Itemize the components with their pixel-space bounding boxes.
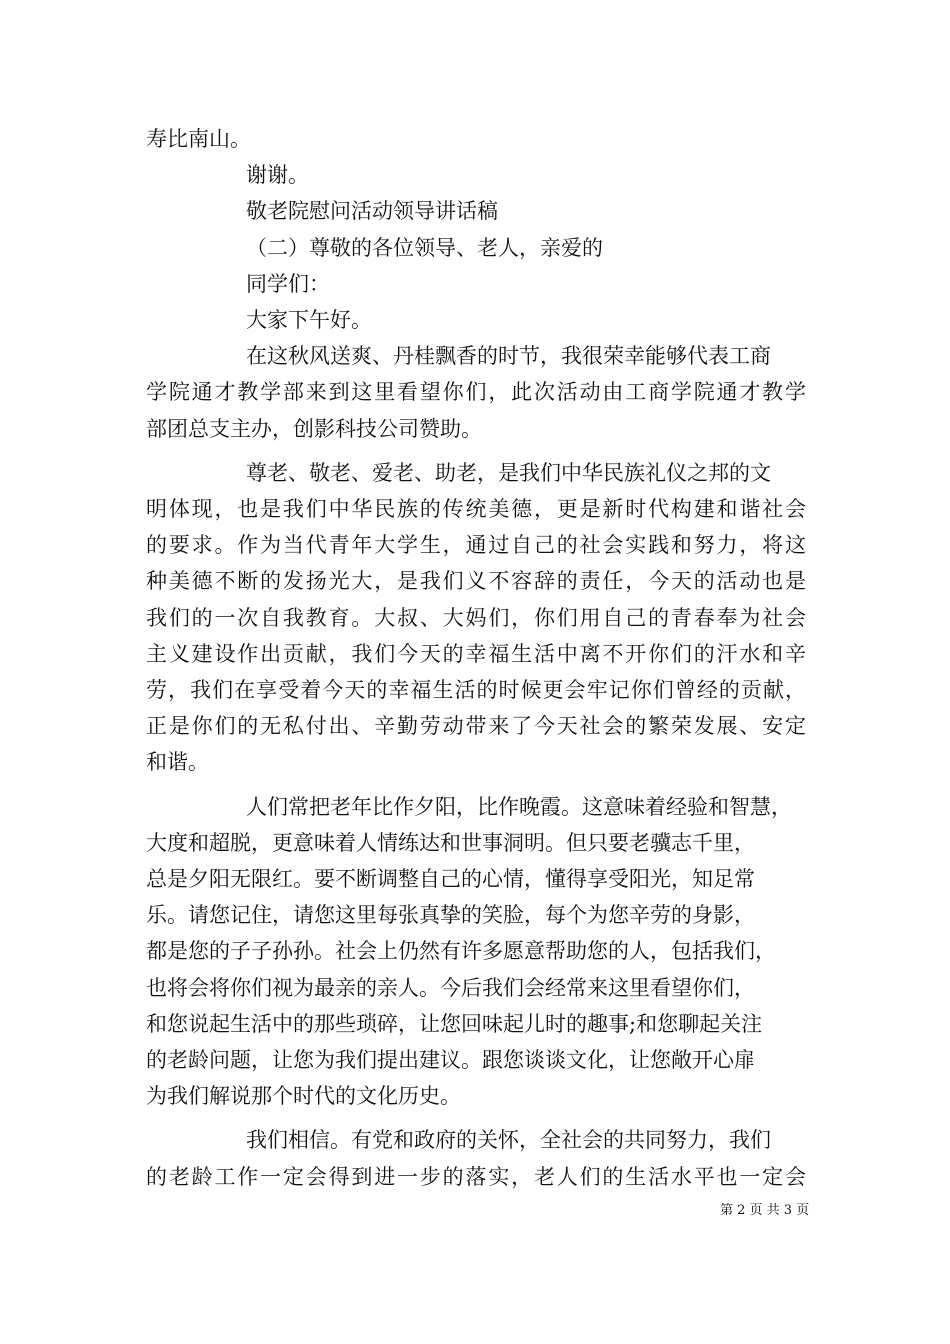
page-number-footer: 第 2 页 共 3 页 — [720, 1203, 810, 1218]
text-line: 乐。请您记住，请您这里每张真挚的笑脸，每个为您辛劳的身影， — [146, 903, 755, 928]
text-line: 为我们解说那个时代的文化历史。 — [146, 1084, 461, 1109]
text-line: 尊老、敬老、爱老、助老，是我们中华民族礼仪之邦的文 — [246, 460, 771, 485]
text-line: 劳，我们在享受着今天的幸福生活的时候更会牢记你们曾经的贡献， — [146, 678, 806, 703]
paragraph-3 — [146, 789, 806, 1115]
text-line: 都是您的子子孙孙。社会上仍然有许多愿意帮助您的人，包括我们， — [146, 939, 776, 964]
text-line: 的要求。作为当代青年大学生，通过自己的社会实践和努力，将这 — [146, 533, 806, 558]
text-line: 明体现，也是我们中华民族的传统美德，更是新时代构建和谐社会 — [146, 497, 806, 522]
text-line: 也将会将你们视为最亲的亲人。今后我们会经常来这里看望你们， — [146, 975, 755, 1000]
document-body — [146, 121, 806, 1195]
paragraph-2 — [146, 455, 806, 781]
document-subtitle: 敬老院慰问活动领导讲话稿 — [246, 199, 498, 224]
text-line: 我们的一次自我教育。大叔、大妈们，你们用自己的青春奉为社会 — [146, 605, 806, 630]
text-line: 我们相信。有党和政府的关怀，全社会的共同努力，我们 — [246, 1128, 771, 1153]
text-line: 部团总支主办，创影科技公司赞助。 — [146, 416, 482, 441]
text-line: 寿比南山。 — [146, 127, 251, 151]
text-line: 和您说起生活中的那些琐碎，让您回味起儿时的趣事;和您聊起关注 — [146, 1011, 763, 1036]
text-line: 大度和超脱，更意味着人情练达和世事洞明。但只要老骥志千里， — [146, 830, 755, 855]
text-line: 主义建设作出贡献，我们今天的幸福生活中离不开你们的汗水和辛 — [146, 641, 806, 666]
text-line: 的老龄问题，让您为我们提出建议。跟您谈谈文化，让您敞开心扉 — [146, 1048, 755, 1073]
text-line: 学院通才教学部来到这里看望你们，此次活动由工商学院通才教学 — [146, 380, 806, 405]
text-line: 种美德不断的发扬光大，是我们义不容辞的责任，今天的活动也是 — [146, 569, 806, 594]
text-line: 的老龄工作一定会得到进一步的落实，老人们的生活水平也一定会 — [146, 1164, 806, 1189]
text-line: （二）尊敬的各位领导、老人，亲爱的 — [246, 235, 603, 260]
text-line: 同学们： — [246, 271, 330, 296]
paragraph-4 — [146, 1122, 806, 1194]
text-line: 人们常把老年比作夕阳，比作晚霞。这意味着经验和智慧， — [246, 794, 792, 819]
text-line: 正是你们的无私付出、辛勤劳动带来了今天社会的繁荣发展、安定 — [146, 714, 806, 739]
text-line: 总是夕阳无限红。要不断调整自己的心情，懂得享受阳光，知足常 — [146, 867, 755, 892]
text-line: 谢谢。 — [246, 163, 309, 188]
text-line: 大家下午好。 — [246, 308, 372, 333]
paragraph-1 — [146, 338, 806, 447]
text-line: 和谐。 — [146, 750, 209, 775]
text-line: 在这秋风送爽、丹桂飘香的时节，我很荣幸能够代表工商 — [246, 344, 771, 369]
